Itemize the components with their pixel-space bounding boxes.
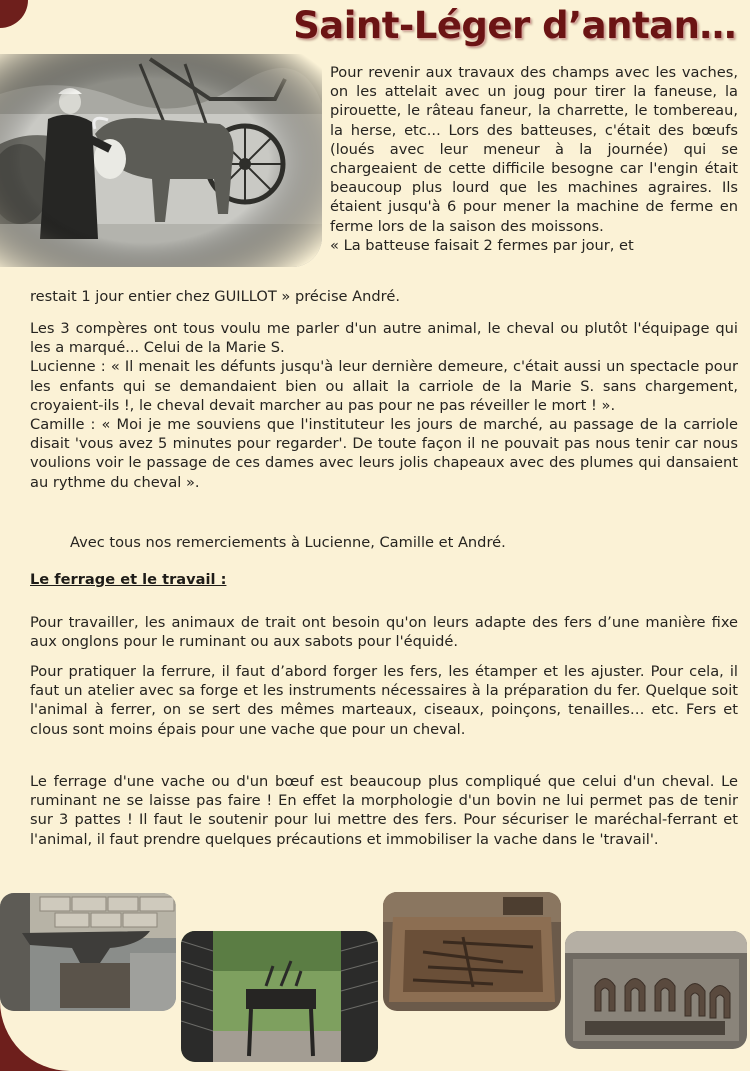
photo-horseshoes [565, 931, 747, 1049]
intro-text: Pour revenir aux travaux des champs avec les vaches, on les attelait avec un joug pour tirer la faneuse, la pirouette, le râteau faneur, la charrette, le tombereau, la herse, etc... Lors des batteuses, c'était des bœufs (loués avec leur meneur à la journée) qui se chargeaient de cette difficile besogne car l'engin était beaucoup plus lourd que les machines agraires. Ils étaient jusqu'à 6 pour mener la machine de ferme en ferme lors de la saison des moissons. [330, 64, 738, 235]
horse-intro: Les 3 compères ont tous voulu me parler d'un autre animal, le cheval ou plutôt l'équipage qui les a marqué... Celui de la Marie S. [30, 320, 738, 357]
lucienne-quote: Lucienne : « Il menait les défunts jusqu'à leur dernière demeure, c'était aussi un spectacle pour les enfants qui se demandaient bien ou allait la carriole de la Marie S. sans chargement, croyaient-ils !, le cheval devait marcher au pas pour ne pas réveiller le mort ! ». [30, 358, 738, 414]
photo-anvil [0, 893, 176, 1011]
section-paragraph-3: Le ferrage d'une vache ou d'un bœuf est beaucoup plus compliqué que celui d'un cheval. Le ruminant ne se laisse pas faire ! En effet la morphologie d'un bovin ne lui permet pas de tenir sur 3 pattes ! Il faut le soutenir pour lui mettre des fers. Pour sécuriser le maréchal-ferrant et l'animal, il faut prendre quelques précautions et immobiliser la vache dans le 'travail'. [30, 773, 738, 848]
photo-tool-box [383, 892, 561, 1011]
intro-paragraph [330, 63, 738, 255]
intro-quote-start: « La batteuse faisait 2 fermes par jour, et [330, 236, 634, 254]
section-paragraph-2: Pour pratiquer la ferrure, il faut d’abord forger les fers, les étamper et les ajuster. Pour cela, il faut un atelier avec sa forge et les instruments nécessaires à la préparation du fer. Quelque soit l'animal à ferrer, on se sert des mêmes marteaux, ciseaux, poinçons, tenailles… etc. Fers et clous sont moins épais pour une vache que pour un cheval. [30, 663, 738, 738]
photo-forge [181, 931, 378, 1062]
page-corner-decoration [0, 0, 28, 28]
page-title: Saint-Léger d’antan… [293, 4, 736, 47]
thanks-line: Avec tous nos remerciements à Lucienne, Camille et André. [70, 534, 506, 551]
section-title: Le ferrage et le travail : [30, 571, 227, 588]
camille-quote: Camille : « Moi je me souviens que l'instituteur les jours de marché, au passage de la carriole disait 'vous avez 5 minutes pour regarder'. De toute façon il ne pouvait pas nous tenir car nous voulions voir le passage de ces dames avec leurs jolis chapeaux avec des plumes qui dansaient au rythme du cheval ». [30, 416, 738, 491]
horse-paragraph [30, 319, 738, 492]
photo-ox-cart [0, 54, 322, 267]
intro-quote-end: restait 1 jour entier chez GUILLOT » précise André. [30, 288, 400, 305]
section-paragraph-1: Pour travailler, les animaux de trait ont besoin qu'on leurs adapte des fers d’une manière fixe aux onglons pour le ruminant ou aux sabots pour l'équidé. [30, 614, 738, 651]
